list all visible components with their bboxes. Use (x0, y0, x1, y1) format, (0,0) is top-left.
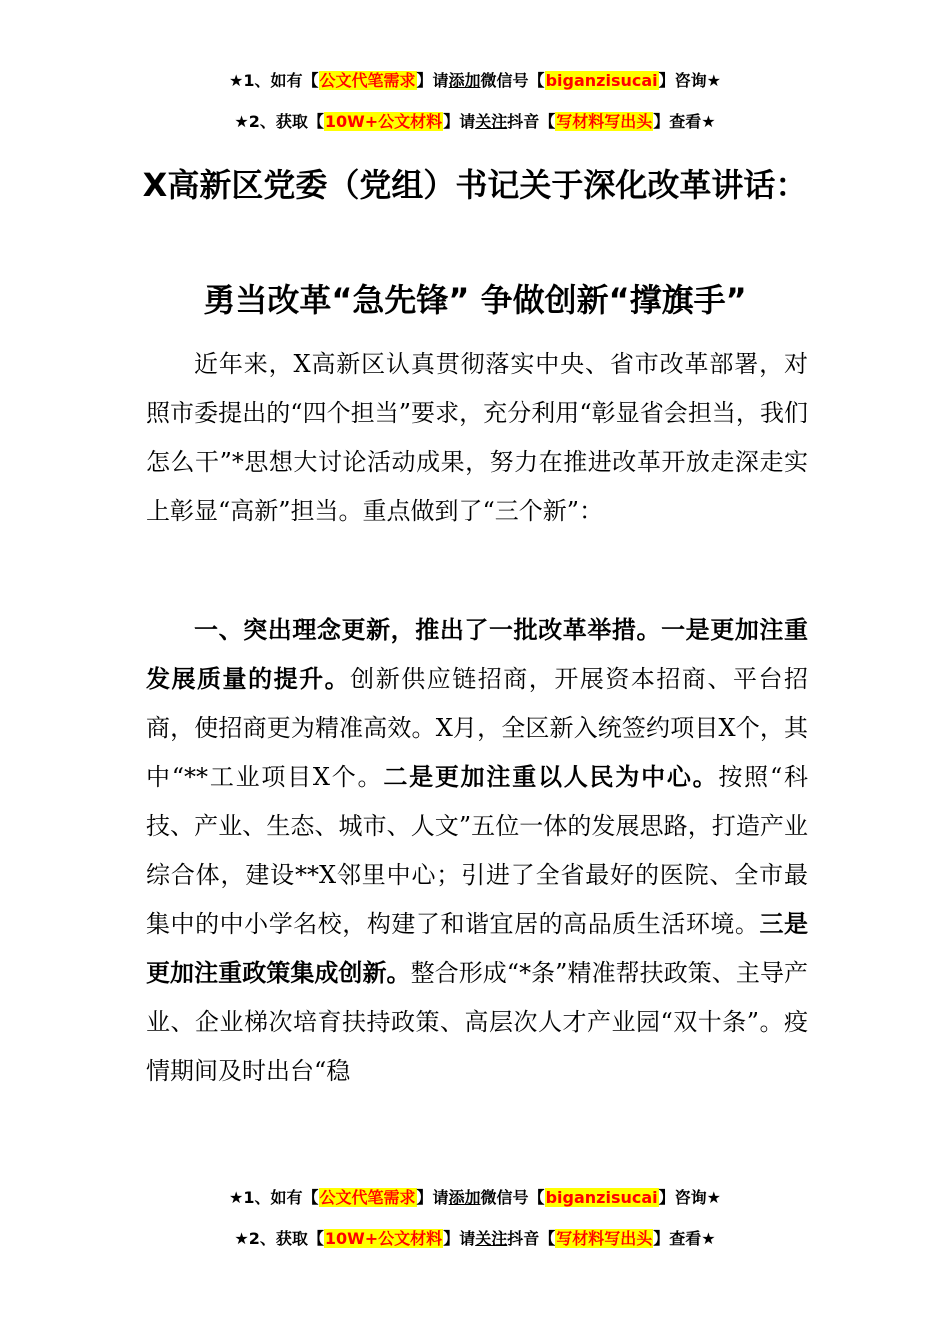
banner-text: 微信号【 (480, 1188, 545, 1207)
banner-text: ★2、获取【 (234, 1229, 324, 1248)
bold-heading: 二是更加注重以人民为中心。 (383, 763, 719, 791)
paragraph-section-1 (146, 606, 808, 1096)
body-sentence: 整合形成“*条”精准帮扶政策、主导产业、企业梯次培育扶持政策、高层次人才产业园“双十条”。疫情期间及时出台“稳 (146, 959, 808, 1085)
banner-text: 】请 (443, 112, 476, 131)
banner-highlight: 10W+公文材料 (324, 112, 443, 131)
banner-underline: 关注 (475, 1229, 508, 1248)
footer-banner-line-2 (0, 1228, 950, 1250)
footer-banner-line-1 (0, 1187, 950, 1209)
body-sentence: 创新供应链招商，开展资本招商、平台招商，使招商更为精准高效。X月，全区新入统签约项目X个，其中“**工业项目X个。 (146, 665, 809, 791)
banner-text: 】请 (443, 1229, 476, 1248)
banner-highlight: 写材料写出头 (556, 112, 653, 131)
banner-text: 抖音【 (507, 112, 556, 131)
banner-text: 】请 (416, 71, 449, 90)
banner-underline: 关注 (475, 112, 508, 131)
banner-text: ★1、如有【 (229, 71, 319, 90)
header-banner-line-1 (0, 70, 950, 92)
bold-heading: 三是更加注重政策集成创新。 (146, 910, 809, 987)
banner-text: 】查看★ (653, 112, 716, 131)
body-sentence: 按照“科技、产业、生态、城市、人文”五位一体的发展思路，打造产业综合体，建设**X邻里中心；引进了全省最好的医院、全市最集中的中小学名校，构建了和谐宜居的高品质生活环境。 (146, 763, 808, 938)
document-subtitle: 勇当改革“急先锋” 争做创新“撑旗手” (203, 281, 747, 319)
banner-text: 】咨询★ (658, 71, 721, 90)
header-banner-line-2 (0, 111, 950, 133)
banner-text: 】查看★ (653, 1229, 716, 1248)
banner-text: 】请 (416, 1188, 449, 1207)
banner-highlight: biganzisucai (545, 71, 658, 90)
banner-highlight: biganzisucai (545, 1188, 658, 1207)
banner-text: 】咨询★ (658, 1188, 721, 1207)
banner-highlight: 公文代笔需求 (319, 71, 416, 90)
banner-highlight: 写材料写出头 (556, 1229, 653, 1248)
banner-highlight: 10W+公文材料 (324, 1229, 443, 1248)
banner-highlight: 公文代笔需求 (319, 1188, 416, 1207)
banner-underline: 添加 (448, 1188, 481, 1207)
paragraph-intro: 近年来，X高新区认真贯彻落实中央、省市改革部署，对照市委提出的“四个担当”要求，充分利用“彰显省会担当，我们怎么干”*思想大讨论活动成果，努力在推进改革开放走深走实上彰显“高新”担当。重点做到了“三个新”： (146, 350, 808, 525)
bold-heading: 一、突出理念更新，推出了一批改革举措。一是更加注重发展质量的提升。 (146, 616, 808, 693)
banner-underline: 添加 (448, 71, 481, 90)
banner-text: ★2、获取【 (234, 112, 324, 131)
document-title: X高新区党委（党组）书记关于深化改革讲话： (142, 166, 808, 204)
banner-text: ★1、如有【 (229, 1188, 319, 1207)
banner-text: 抖音【 (507, 1229, 556, 1248)
banner-text: 微信号【 (480, 71, 545, 90)
